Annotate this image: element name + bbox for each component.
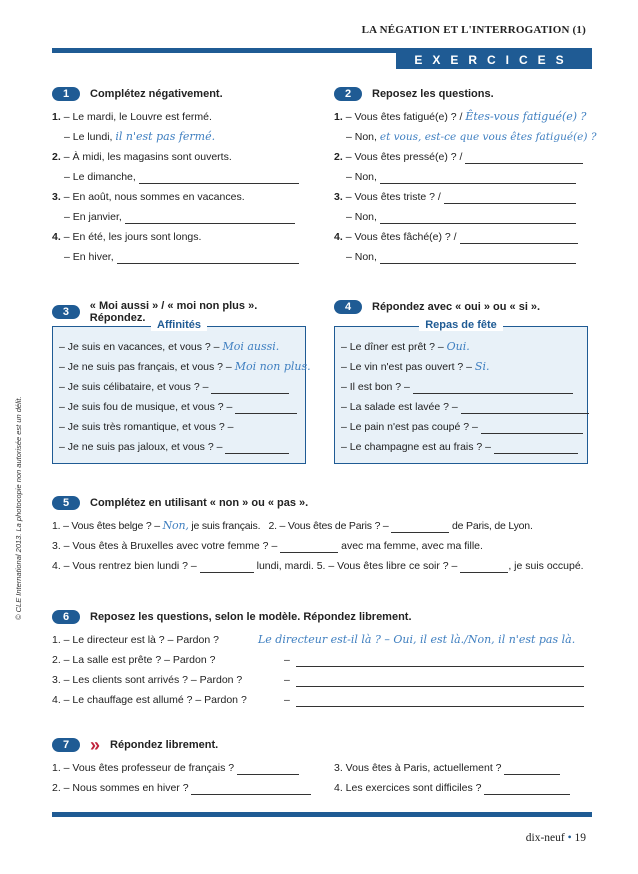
handwritten-answer: Si.	[474, 360, 490, 373]
exercise-4	[334, 300, 596, 314]
answer-blank[interactable]	[461, 401, 589, 414]
list-item: – Je suis célibataire, et vous ? –	[59, 377, 299, 397]
list-item: 4. – Vous rentrez bien lundi ? – lundi, mardi. 5. – Vous êtes libre ce soir ? – , je suis occupé.	[52, 560, 584, 572]
answer-blank[interactable]	[211, 381, 289, 394]
list-item: 2. – Vous êtes pressé(e) ? /	[334, 147, 596, 167]
handwritten-answer: Moi non plus.	[234, 360, 311, 373]
answer-blank[interactable]	[191, 782, 311, 795]
exercise-5	[52, 496, 597, 576]
list-item: 3. – Les clients sont arrivés ? – Pardon ? –	[52, 670, 597, 690]
exercise-number-badge: 4	[334, 300, 362, 314]
exercise-lines	[334, 107, 596, 267]
handwritten-answer: Oui.	[446, 340, 470, 353]
list-item: – Non,	[334, 207, 596, 227]
handwritten-answer: Le directeur est-il là ? – Oui, il est là./Non, il n'est pas là.	[258, 633, 576, 646]
list-item: 1. – Vous êtes fatigué(e) ? / Êtes-vous fatigué(e) ?	[334, 110, 587, 123]
handwritten-answer: Êtes-vous fatigué(e) ?	[465, 110, 587, 123]
list-item: – En janvier,	[52, 207, 312, 227]
answer-blank[interactable]	[117, 251, 299, 264]
list-item: – Non,	[334, 247, 596, 267]
exercise-number-badge: 2	[334, 87, 362, 101]
exercices-banner: EXERCICES	[396, 51, 592, 69]
list-item: – Non, et vous, est-ce que vous êtes fatigué(e) ?	[346, 131, 597, 143]
list-item: – Je suis en vacances, et vous ? – Moi aussi.	[59, 340, 280, 353]
exercise-lines	[52, 107, 312, 267]
answer-blank[interactable]	[484, 782, 570, 795]
exercise-title: Complétez en utilisant « non » ou « pas ».	[90, 497, 309, 509]
answer-blank[interactable]	[237, 762, 299, 775]
exercise-title: Répondez avec « oui » ou « si ».	[372, 301, 541, 313]
list-item: 2. – La salle est prête ? – Pardon ? –	[52, 650, 597, 670]
answer-blank[interactable]	[380, 171, 576, 184]
list-item: – La salade est lavée ? –	[341, 397, 581, 417]
exercise-number-badge: 3	[52, 305, 80, 319]
answer-blank[interactable]	[296, 694, 584, 707]
answer-blank[interactable]	[225, 441, 289, 454]
answer-blank[interactable]	[296, 674, 584, 687]
answer-blank[interactable]	[460, 231, 578, 244]
answer-blank[interactable]	[380, 211, 576, 224]
list-item: 3. – En août, nous sommes en vacances.	[52, 191, 245, 203]
list-item: – Il est bon ? –	[341, 377, 581, 397]
list-item: – Le champagne est au frais ? –	[341, 437, 581, 457]
list-item: – En hiver,	[52, 247, 312, 267]
exercise-2	[334, 87, 596, 267]
answer-blank[interactable]	[380, 251, 576, 264]
handwritten-answer: Moi aussi.	[222, 340, 280, 353]
answer-blank[interactable]	[139, 171, 299, 184]
list-item: – Non,	[334, 167, 596, 187]
answer-blank[interactable]	[125, 211, 295, 224]
answer-blank[interactable]	[504, 762, 560, 775]
answer-blank[interactable]	[494, 441, 578, 454]
exercise-1	[52, 87, 312, 267]
answer-blank[interactable]	[413, 381, 573, 394]
list-item: 1. – Vous êtes professeur de français ? 3. Vous êtes à Paris, actuellement ?	[52, 758, 597, 778]
list-item: 2. – À midi, les magasins sont ouverts.	[52, 151, 232, 163]
list-item: 4. – Le chauffage est allumé ? – Pardon ? –	[52, 690, 597, 710]
list-item: – Le lundi, il n'est pas fermé.	[64, 130, 216, 143]
chapter-title: LA NÉGATION ET L'INTERROGATION (1)	[361, 24, 586, 36]
answer-blank[interactable]	[391, 520, 449, 533]
list-item: – Le pain n'est pas coupé ? –	[341, 417, 581, 437]
exercise-title: Répondez librement.	[110, 739, 219, 751]
answer-blank[interactable]	[481, 421, 583, 434]
page-number: dix-neuf • 19	[525, 832, 586, 844]
handwritten-answer: et vous, est-ce que vous êtes fatigué(e) ?	[379, 131, 597, 143]
list-item: – Je suis fou de musique, et vous ? –	[59, 397, 299, 417]
panel-title: Repas de fête	[419, 319, 503, 331]
exercise-6	[52, 610, 597, 710]
list-item: – Je ne suis pas jaloux, et vous ? –	[59, 437, 299, 457]
list-item: 3. – Vous êtes triste ? /	[334, 187, 596, 207]
answer-blank[interactable]	[444, 191, 576, 204]
list-item: – Le vin n'est pas ouvert ? – Si.	[341, 360, 490, 373]
list-item: – Le dîner est prêt ? – Oui.	[341, 340, 470, 353]
footer-rule	[52, 812, 592, 817]
handwritten-answer: il n'est pas fermé.	[115, 130, 216, 143]
list-item: 3. – Vous êtes à Bruxelles avec votre femme ? – avec ma femme, avec ma fille.	[52, 540, 483, 552]
list-item: 2. – Nous sommes en hiver ? 4. Les exercices sont difficiles ?	[52, 778, 597, 798]
exercise-title: Reposez les questions, selon le modèle. Répondez librement.	[90, 611, 412, 623]
answer-blank[interactable]	[465, 151, 583, 164]
exercise-title: Complétez négativement.	[90, 88, 223, 100]
exercise-title: « Moi aussi » / « moi non plus ». Répondez.	[89, 300, 258, 324]
panel-affinites	[52, 319, 311, 464]
copyright-notice: © CLE International 2013. La photocopie non autorisée est un délit.	[14, 396, 23, 620]
exercise-number-badge: 1	[52, 87, 80, 101]
answer-blank[interactable]	[200, 560, 254, 573]
exercise-7	[52, 735, 597, 798]
answer-blank[interactable]	[460, 560, 508, 573]
handwritten-answer: Non,	[162, 519, 189, 532]
list-item: – Le dimanche,	[52, 167, 312, 187]
answer-blank[interactable]	[235, 401, 297, 414]
answer-blank[interactable]	[296, 654, 584, 667]
list-item: 4. – En été, les jours sont longs.	[52, 231, 202, 243]
list-item: – Je suis très romantique, et vous ? –	[59, 421, 234, 433]
exercise-number-badge: 7	[52, 738, 80, 752]
list-item: 1. – Le mardi, le Louvre est fermé.	[52, 111, 212, 123]
exercise-title: Reposez les questions.	[372, 88, 494, 100]
list-item: – Je ne suis pas français, et vous ? – Moi non plus.	[59, 360, 311, 373]
answer-blank[interactable]	[280, 540, 338, 553]
exercise-number-badge: 5	[52, 496, 80, 510]
list-item: 4. – Vous êtes fâché(e) ? /	[334, 227, 596, 247]
exercise-number-badge: 6	[52, 610, 80, 624]
chevron-icon: »	[90, 735, 101, 755]
panel-repas-de-fete	[334, 319, 588, 464]
list-item: 1. – Le directeur est là ? – Pardon ? Le directeur est-il là ? – Oui, il est là./Non, il n'est pas là.	[52, 630, 597, 650]
panel-title: Affinités	[151, 319, 207, 331]
list-item: 1. – Vous êtes belge ? – Non, je suis français. 2. – Vous êtes de Paris ? – de Paris, de Lyon.	[52, 519, 533, 532]
